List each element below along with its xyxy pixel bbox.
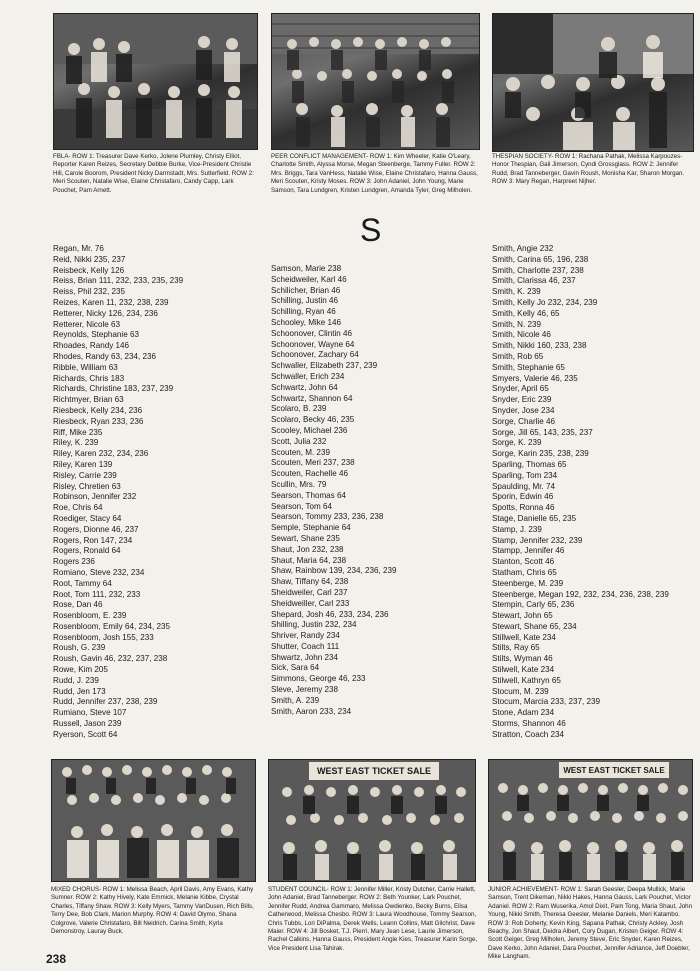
index-entry: Stilts, Ray 65 xyxy=(492,643,540,653)
index-entry: Schwaller, Elizabeth 237, 239 xyxy=(271,361,378,371)
index-entry: Rowe, Kim 205 xyxy=(53,665,108,675)
index-entry: Sick, Sara 64 xyxy=(271,663,320,673)
index-entry: Rosenbloom, Josh 155, 233 xyxy=(53,632,154,642)
index-entry: Shriver, Randy 234 xyxy=(271,631,340,641)
index-entry: Scheidweiler, Karl 46 xyxy=(271,274,347,284)
index-entry: Sewart, Shane 235 xyxy=(271,533,340,543)
index-entry: Schilling, Ryan 46 xyxy=(271,307,336,317)
index-entry: Root, Tom 111, 232, 233 xyxy=(53,589,141,599)
index-entry: Steenberge, Megan 192, 232, 234, 236, 238, 239 xyxy=(492,589,669,599)
index-entry: Shaut, Jon 232, 238 xyxy=(271,544,344,554)
mixed-chorus-photo xyxy=(51,759,256,882)
index-entry: Sorge, Charlie 46 xyxy=(492,416,555,426)
index-entry: Shilling, Justin 232, 234 xyxy=(271,620,357,630)
index-entry: Roush, Gavin 46, 232, 237, 238 xyxy=(53,654,168,664)
mixed-chorus-caption: MIXED CHORUS- ROW 1: Melissa Beach, April Davis, Amy Evans, Kathy Sumner. ROW 2: Kathy Hively, Kate Emmick, Melanie Kibbe, Crystal Charles, Tiffany Shaw. ROW 3: Kelly Myers, Tammy VanDusen, Rich Bills, Terry Dee, Bob Clark, Marion Murphy. ROW 4: David Olymo, Shana Colgrove, Valerie Christafaro, Bill Neidrich, Carina Smith, Kyrla Demonstroy, Lauray Buck. xyxy=(51,886,254,936)
junior-achievement-caption: JUNIOR ACHIEVEMENT- ROW 1: Sarah Geesler, Deepa Mullick, Marie Samson, Trent Dikeman, Nikki Hakes, Hanna Gauss, Lark Pouchet, Victor Adaniel. ROW 2: Ram Wuserika, Amol Dixit, Pam Tong, Maria Shaut, John Young, Nikki Smith, Theresa Geesler, Melanie Daniels, Meri Katambo. ROW 3: Rob Doherty, Kevin King, Sapana Pathak, Christy Ackley, Josh Beachy, Jon Shaut, Deidra Albert, Cory Dugan, Kristen Geiger. ROW 4: Scott Geiger, Greg Milholen, Jeremy Steve, Eric Snyder, Karen Reizes, Dave Kerko, John Adaniel, Dara Pouchet, Jennifer Adriance, Jeff Doebler, Mike Langham. xyxy=(488,886,693,961)
index-entry: Shwartz, John 234 xyxy=(271,652,339,662)
index-entry: Roush, G. 239 xyxy=(53,643,106,653)
thespian-caption: THESPIAN SOCIETY- ROW 1: Rachana Pathak, Melissa Karpouzes-Honor Thespian, Gail Jimerson, Cyndi Grossglass. ROW 2: Jennifer Rudd, Brad Tanneberger, Gavin Roush, Monisha Kar, Sharon Morgan. ROW 3: Mary Regan, Harpreet Nijher. xyxy=(492,153,685,186)
index-entry: Russell, Jason 239 xyxy=(53,719,122,729)
index-entry: Searson, Tommy 233, 236, 238 xyxy=(271,512,384,522)
index-entry: Rogers, Ron 147, 234 xyxy=(53,535,133,545)
fbla-caption: FBLA- ROW 1: Treasurer Dave Kerko, Jolene Plumley, Christy Elliot, Reporter Karen Reizes, Secretary Debbie Burke, Vice-President Christie Hill, Carole Boorom, President Nicky Darmstadt, Mrs. Sutterfield. ROW 2: Meri Scouten, Natalie Wise, Elaine Christafaro, Candy Capp, Lark Pouchet, Pam Arnett. xyxy=(53,153,254,194)
index-entry: Riley, K. 239 xyxy=(53,438,99,448)
index-entry: Retterer, Nicky 126, 234, 236 xyxy=(53,308,158,318)
index-entry: Snyder, Jose 234 xyxy=(492,405,555,415)
index-entry: Schoonover, Zachary 64 xyxy=(271,350,359,360)
index-entry: Samson, Marie 238 xyxy=(271,264,342,273)
index-entry: Smith, Carina 65, 196, 238 xyxy=(492,254,589,264)
index-entry: Scouten, Rachelle 46 xyxy=(271,469,348,479)
index-entry: Smyers, Valerie 46, 235 xyxy=(492,373,578,383)
thespian-photo xyxy=(492,13,694,152)
index-entry: Smith, Stephanie 65 xyxy=(492,362,565,372)
index-entry: Scott, Julia 232 xyxy=(271,436,327,446)
index-column-r xyxy=(53,244,183,741)
index-entry: Schilicher, Brian 46 xyxy=(271,285,341,295)
index-entry: Stanton, Scott 46 xyxy=(492,557,555,567)
index-entry: Scouten, M. 239 xyxy=(271,447,330,457)
section-letter: S xyxy=(360,212,382,248)
index-entry: Sheidweiler, Carl 237 xyxy=(271,587,348,597)
index-entry: Sorge, Karin 235, 238, 239 xyxy=(492,449,589,459)
index-entry: Scouten, Meri 237, 238 xyxy=(271,458,355,468)
index-entry: Steenberge, M. 239 xyxy=(492,578,564,588)
index-entry: Snyder, April 65 xyxy=(492,384,549,394)
index-entry: Rudd, Jen 173 xyxy=(53,686,106,696)
index-entry: Scullin, Mrs. 79 xyxy=(271,479,327,489)
index-entry: Riff, Mike 235 xyxy=(53,427,103,437)
index-entry: Shutter, Coach 111 xyxy=(271,641,340,651)
index-entry: Riesbeck, Kelly 234, 236 xyxy=(53,405,143,415)
index-entry: Stewart, John 65 xyxy=(492,611,553,621)
index-entry: Reizes, Karen 11, 232, 238, 239 xyxy=(53,297,169,307)
index-entry: Stocum, M. 239 xyxy=(492,686,549,696)
index-entry: Stillwell, Kate 234 xyxy=(492,632,556,642)
index-column-s-left xyxy=(271,264,397,717)
index-entry: Sorge, K. 239 xyxy=(492,438,542,448)
index-entry: Storms, Shannon 46 xyxy=(492,719,566,729)
index-entry: Rosenbloom, E. 239 xyxy=(53,611,127,621)
index-entry: Statham, Chris 65 xyxy=(492,567,557,577)
index-entry: Stamp, J. 239 xyxy=(492,524,542,534)
index-entry: Rose, Dan 46 xyxy=(53,600,103,610)
index-entry: Rogers, Ronald 64 xyxy=(53,546,121,556)
junior-achievement-sign: WEST EAST TICKET SALE xyxy=(563,766,665,775)
index-entry: Roediger, Stacy 64 xyxy=(53,513,122,523)
index-entry: Sorge, Jill 65, 143, 235, 237 xyxy=(492,427,593,437)
index-entry: Stilwell, Kathryn 65 xyxy=(492,675,561,685)
index-entry: Regan, Mr. 76 xyxy=(53,244,104,253)
index-entry: Rogers 236 xyxy=(53,557,95,567)
index-entry: Searson, Tom 64 xyxy=(271,501,333,511)
index-entry: Stone, Adam 234 xyxy=(492,708,555,718)
index-entry: Stilts, Wyman 46 xyxy=(492,654,553,664)
index-entry: Rudd, J. 239 xyxy=(53,675,99,685)
index-entry: Schoonover, Wayne 64 xyxy=(271,339,355,349)
index-entry: Stocum, Marcia 233, 237, 239 xyxy=(492,697,600,707)
index-entry: Shaut, Maria 64, 238 xyxy=(271,555,347,565)
index-entry: Smith, N. 239 xyxy=(492,319,542,329)
index-entry: Rudd, Jennifer 237, 238, 239 xyxy=(53,697,158,707)
index-entry: Reid, Nikki 235, 237 xyxy=(53,254,126,264)
index-entry: Sleve, Jeremy 238 xyxy=(271,685,339,695)
index-entry: Stampp, Jennifer 46 xyxy=(492,546,565,556)
index-entry: Schoonover, Clintin 46 xyxy=(271,328,352,338)
student-council-photo xyxy=(268,759,476,882)
index-entry: Shaw, Rainbow 139, 234, 236, 239 xyxy=(271,566,397,576)
index-entry: Smith, Nicole 46 xyxy=(492,330,551,340)
index-entry: Richards, Christine 183, 237, 239 xyxy=(53,384,174,394)
index-entry: Smith, Angie 232 xyxy=(492,244,554,253)
index-entry: Smith, Rob 65 xyxy=(492,351,544,361)
index-entry: Rhodes, Randy 63, 234, 236 xyxy=(53,351,157,361)
index-entry: Searson, Thomas 64 xyxy=(271,490,346,500)
index-entry: Sparling, Thomas 65 xyxy=(492,459,567,469)
peer-conflict-caption: PEER CONFLICT MANAGEMENT- ROW 1: Kim Wheeler, Katie O'Leary, Charlotte Smith, Alyssa Morse, Megan Steenberge, Tammy Fuller. ROW 2: Mrs. Briggs, Tara VanHess, Natalie Wise, Elaine Christafaro, Hanna Gauss, Meri Scouten, Kristy Moses. ROW 3: John Adaniel, John Young, Marie Samson, Tara Lundgren, Kristen Lundgren, Amanda Tyler, Greg Milholen. xyxy=(271,153,478,194)
junior-achievement-photo xyxy=(488,759,693,882)
index-entry: Scolaro, B. 239 xyxy=(271,404,327,414)
index-entry: Simmons, George 46, 233 xyxy=(271,674,366,684)
index-entry: Stilwell, Kate 234 xyxy=(492,665,555,675)
student-council-caption: STUDENT COUNCIL- ROW 1: Jennifer Miller, Kristy Dutcher, Carrie Hallett, John Adaniel, Brad Tanneberger. ROW 2: Beth Younker, Lark Pouchet, Jennifer Rudd, Andrea Gammaro, Melissa Owdienko, Becky Burns, Elisa Catherwood, Melissa Chesbo. ROW 3: Laura Woodhouse, Tommy Searson, Chris Tubbs, Lori DiPalma, Derek Wells, Leann Collins, Matt Gilchrist, Dave Maier. ROW 4: Jill Bosket, T.J. Pierri, Mary Jean Lese, Laurie Jimerson, Rachel Calkins, Hanna Gauss, President Angie Kies, Treasurer Karin Sorge, Vice President Lisa Tahirak. xyxy=(268,886,478,952)
index-entry: Semple, Stephanie 64 xyxy=(271,523,351,533)
index-entry: Schooley, Mike 146 xyxy=(271,317,342,327)
index-entry: Smith, A. 239 xyxy=(271,695,320,705)
index-entry: Smith, Kelly Jo 232, 234, 239 xyxy=(492,297,598,307)
index-entry: Rumiano, Steve 107 xyxy=(53,708,127,718)
index-entry: Rhoades, Randy 146 xyxy=(53,341,130,351)
index-entry: Schwaller, Erich 234 xyxy=(271,371,345,381)
index-entry: Sheidweiller, Carl 233 xyxy=(271,598,350,608)
index-entry: Reiss, Brian 111, 232, 233, 235, 239 xyxy=(53,276,184,286)
index-entry: Spotts, Ronna 46 xyxy=(492,503,555,513)
index-entry: Rosenbloom, Emily 64, 234, 235 xyxy=(53,621,170,631)
index-entry: Richtmyer, Brian 63 xyxy=(53,395,124,405)
index-entry: Scolaro, Becky 46, 235 xyxy=(271,415,355,425)
peer-conflict-photo xyxy=(271,13,480,150)
index-entry: Reynolds, Stephanie 63 xyxy=(53,330,139,340)
index-entry: Risley, Chretien 63 xyxy=(53,481,121,491)
index-entry: Shaw, Tiffany 64, 238 xyxy=(271,577,349,587)
index-entry: Root, Tammy 64 xyxy=(53,578,112,588)
index-entry: Richards, Chris 183 xyxy=(53,373,125,383)
index-entry: Smith, K. 239 xyxy=(492,287,541,297)
index-entry: Riley, Karen 232, 234, 236 xyxy=(53,449,149,459)
index-entry: Spaulding, Mr. 74 xyxy=(492,481,555,491)
index-entry: Ryerson, Scott 64 xyxy=(53,729,118,739)
index-entry: Snyder, Eric 239 xyxy=(492,395,552,405)
index-entry: Schwartz, John 64 xyxy=(271,382,338,392)
index-entry: Smith, Clarissa 46, 237 xyxy=(492,276,576,286)
index-entry: Risley, Carrie 239 xyxy=(53,470,117,480)
index-entry: Stage, Danielle 65, 235 xyxy=(492,513,577,523)
index-entry: Schwartz, Shannon 64 xyxy=(271,393,353,403)
index-entry: Retterer, Nicole 63 xyxy=(53,319,121,329)
fbla-photo xyxy=(53,13,258,150)
index-entry: Sparling, Tom 234 xyxy=(492,470,558,480)
index-column-s-right xyxy=(492,244,669,741)
index-entry: Stamp, Jennifer 232, 239 xyxy=(492,535,583,545)
index-entry: Rogers, Dionne 46, 237 xyxy=(53,524,139,534)
index-entry: Reiss, Phil 232, 235 xyxy=(53,287,125,297)
page-number: 238 xyxy=(46,952,67,966)
index-entry: Smith, Kelly 46, 65 xyxy=(492,308,560,318)
student-council-sign: WEST EAST TICKET SALE xyxy=(316,766,432,776)
index-entry: Roe, Chris 64 xyxy=(53,503,103,513)
index-entry: Schilling, Justin 46 xyxy=(271,296,339,306)
index-entry: Reisbeck, Kelly 126 xyxy=(53,265,125,275)
index-entry: Riesbeck, Ryan 233, 236 xyxy=(53,416,144,426)
index-entry: Ribble, William 63 xyxy=(53,362,118,372)
index-entry: Stempin, Carly 65, 236 xyxy=(492,600,575,610)
index-entry: Smith, Nikki 160, 233, 238 xyxy=(492,341,587,351)
index-entry: Sporin, Edwin 46 xyxy=(492,492,554,502)
index-entry: Smith, Charlotte 237, 238 xyxy=(492,265,584,275)
index-entry: Shepard, Josh 46, 233, 234, 236 xyxy=(271,609,389,619)
index-entry: Scooley, Michael 236 xyxy=(271,425,348,435)
index-entry: Stratton, Coach 234 xyxy=(492,729,564,739)
index-entry: Stewart, Shane 65, 234 xyxy=(492,621,577,631)
index-entry: Riley, Karen 139 xyxy=(53,459,113,469)
index-entry: Romiano, Steve 232, 234 xyxy=(53,567,145,577)
index-entry: Smith, Aaron 233, 234 xyxy=(271,706,352,716)
index-entry: Robinson, Jennifer 232 xyxy=(53,492,137,502)
